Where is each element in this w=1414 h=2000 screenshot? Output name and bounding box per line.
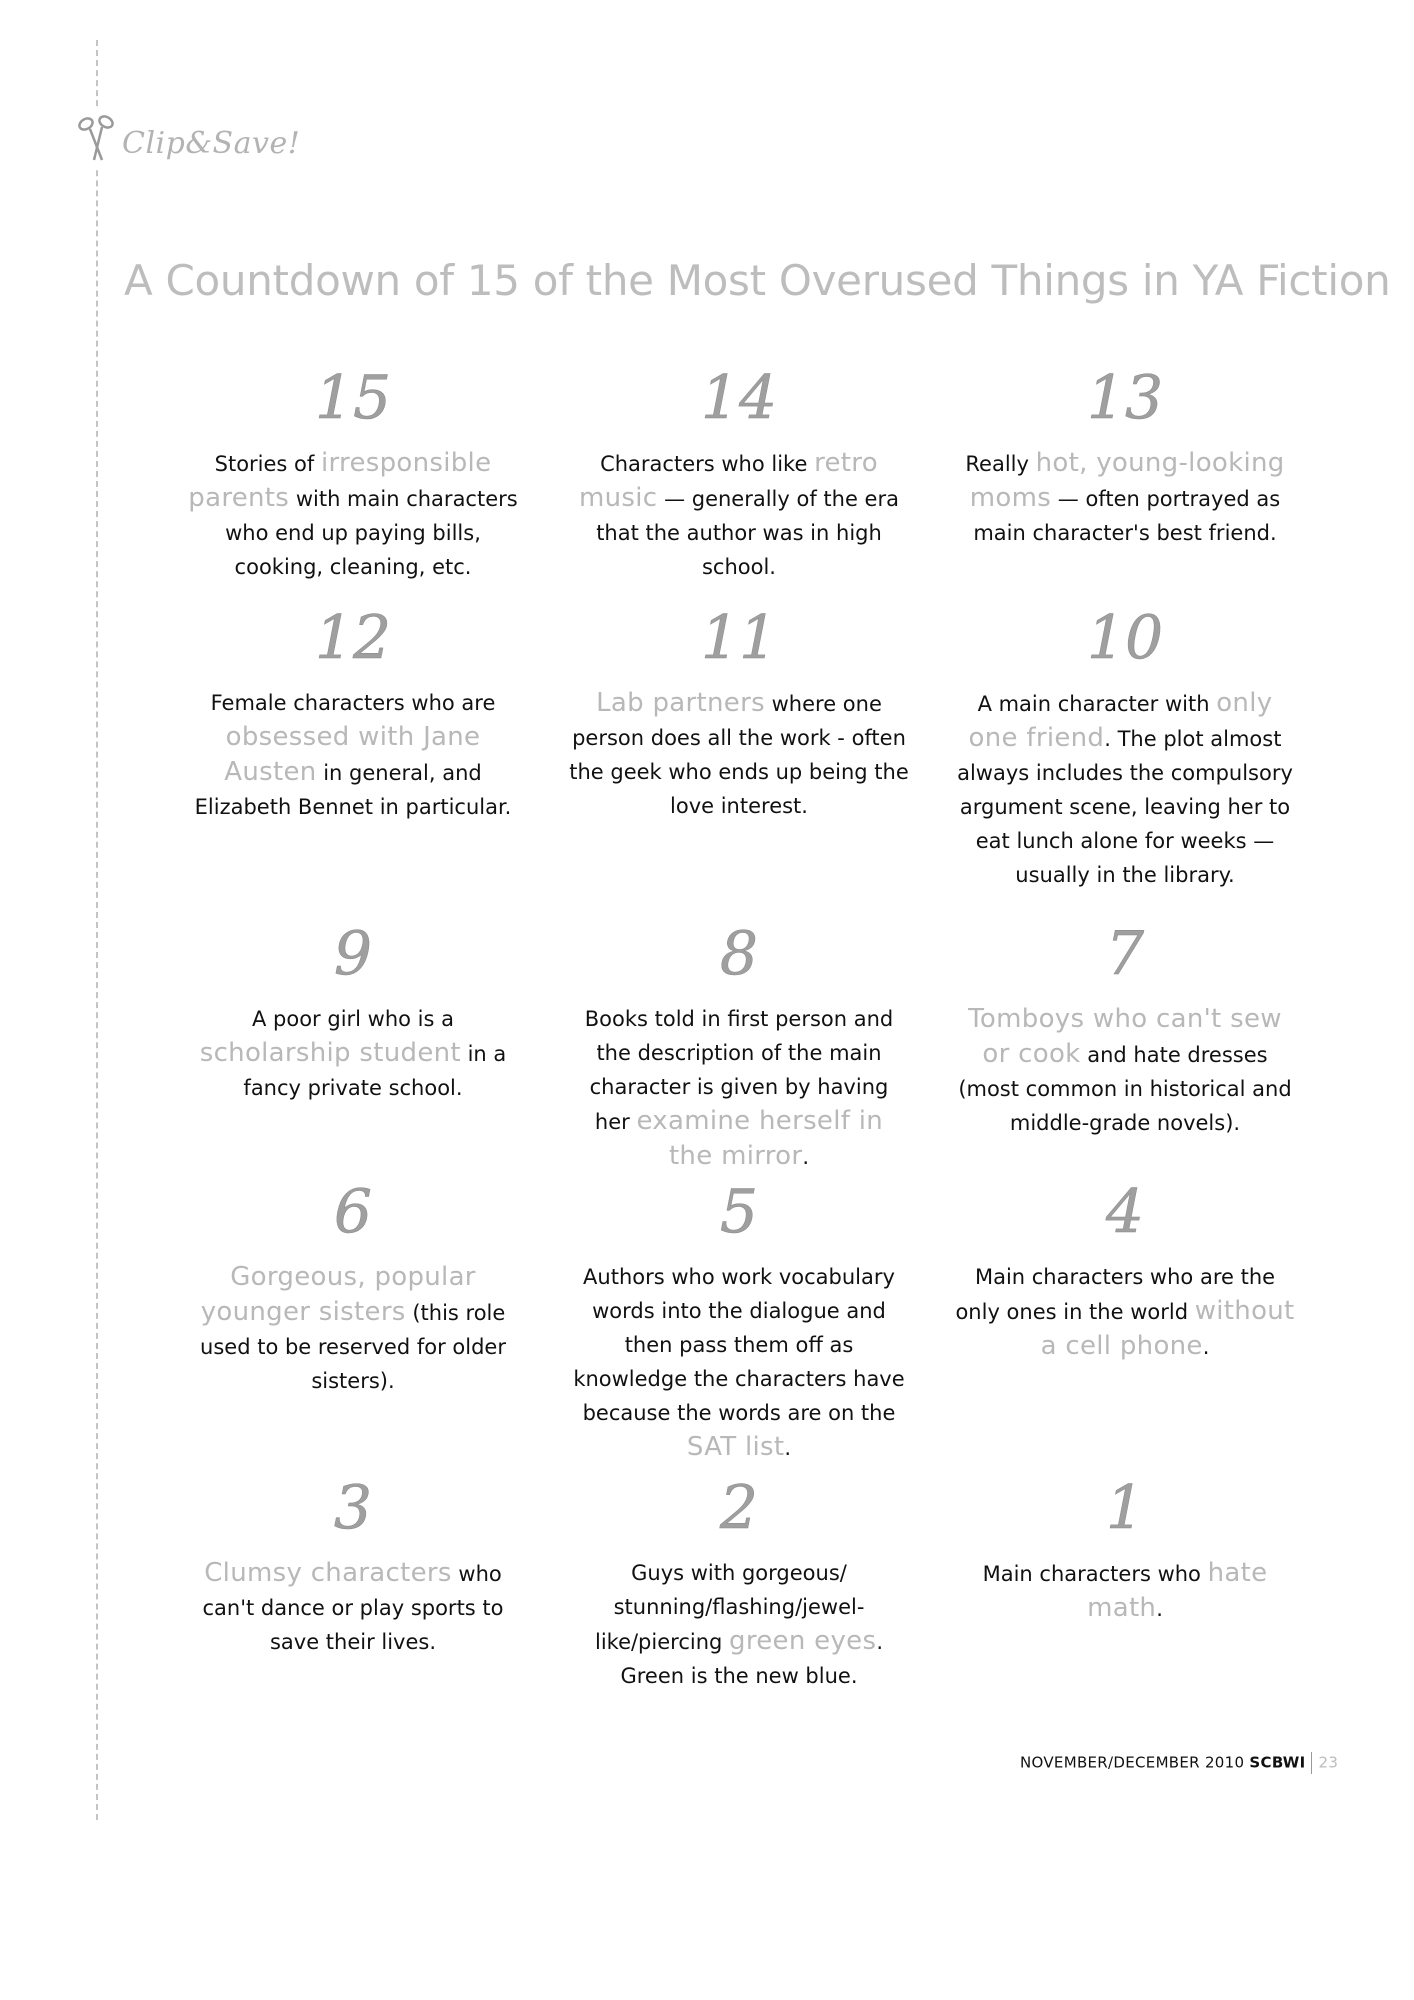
countdown-item — [932, 1176, 1318, 1472]
countdown-item — [546, 362, 932, 602]
item-number: 6 — [333, 1177, 373, 1247]
item-highlight: Lab partners — [596, 688, 765, 718]
countdown-item — [546, 1176, 932, 1472]
item-text-after: — generally of the era that the author was in high school. — [596, 487, 899, 579]
issue-date: NOVEMBER/DECEMBER 2010 — [1020, 1753, 1245, 1772]
item-highlight: Tomboys who can't sew or cook — [968, 1004, 1282, 1069]
item-number: 14 — [700, 363, 778, 433]
countdown-item — [160, 1472, 546, 1712]
item-description — [955, 1260, 1295, 1364]
item-text-after: . — [1156, 1597, 1163, 1621]
item-description — [569, 1002, 909, 1174]
scissors-icon — [68, 108, 128, 168]
item-description — [183, 686, 523, 824]
item-description — [955, 446, 1295, 550]
item-text-after: . The plot almost always includes the compulsory argument scene, leaving her to eat lunch alone for weeks — usually in the library. — [957, 727, 1293, 887]
item-text-before: Main characters who — [982, 1562, 1208, 1586]
item-text-before: Really — [965, 452, 1036, 476]
item-text-before: A main character with — [977, 692, 1217, 716]
item-highlight: only one friend — [968, 688, 1273, 753]
item-number: 11 — [700, 603, 778, 673]
item-number: 3 — [333, 1473, 373, 1543]
item-highlight: Gorgeous, popular younger sisters — [200, 1262, 476, 1327]
cut-line — [96, 40, 98, 1820]
item-text-before: A poor girl who is a — [251, 1007, 454, 1031]
countdown-item — [546, 918, 932, 1176]
item-number: 2 — [719, 1473, 759, 1543]
item-number: 12 — [314, 603, 392, 673]
item-text-after: where one person does all the work - often the geek who ends up being the love interest. — [569, 692, 909, 818]
page-title: A Countdown of 15 of the Most Overused Things in YA Fiction — [124, 256, 1391, 305]
item-number: 4 — [1105, 1177, 1145, 1247]
countdown-item — [160, 602, 546, 918]
item-text-after: . — [1202, 1335, 1210, 1359]
item-description — [183, 1260, 523, 1398]
item-highlight: obsessed with Jane Austen — [224, 722, 481, 787]
page-footer — [1020, 1752, 1338, 1774]
item-text-before: Stories of — [214, 452, 321, 476]
item-text-after: (this role used to be reserved for older sisters). — [200, 1301, 506, 1393]
item-text-after: . — [802, 1145, 810, 1169]
item-highlight: Clumsy characters — [204, 1558, 452, 1588]
item-number: 8 — [719, 919, 759, 989]
countdown-item — [932, 602, 1318, 918]
item-description — [183, 446, 523, 584]
countdown-item — [546, 602, 932, 918]
item-description — [569, 446, 909, 584]
item-text-after: . Green is the new blue. — [620, 1630, 883, 1688]
item-description — [183, 1002, 523, 1105]
page-number: 23 — [1318, 1753, 1339, 1772]
item-highlight: without a cell phone — [1040, 1296, 1295, 1361]
item-text-after: with main characters who end up paying bills, cooking, cleaning, etc. — [225, 487, 518, 579]
countdown-item — [160, 362, 546, 602]
countdown-item — [932, 1472, 1318, 1712]
item-description — [569, 1556, 909, 1693]
item-highlight: scholarship student — [199, 1038, 461, 1068]
item-highlight: SAT list — [686, 1432, 785, 1462]
item-text-before: Books told in first person and the description of the main character is given by having her — [584, 1007, 894, 1134]
item-highlight: hate math — [1087, 1558, 1268, 1623]
countdown-item — [160, 1176, 546, 1472]
item-number: 5 — [719, 1177, 759, 1247]
item-text-after: and hate dresses (most common in historical and middle-grade novels). — [958, 1043, 1292, 1135]
item-number: 1 — [1105, 1473, 1145, 1543]
item-number: 7 — [1105, 919, 1145, 989]
item-text-before: Female characters who are — [210, 691, 496, 715]
item-description — [955, 686, 1295, 892]
item-text-before: Characters who like — [600, 452, 815, 476]
item-text-before: Authors who work vocabulary words into the dialogue and then pass them off as knowledge the characters have because the words are on the — [573, 1265, 905, 1425]
countdown-grid — [160, 362, 1320, 1712]
item-highlight: examine herself in the mirror — [636, 1106, 884, 1171]
item-number: 15 — [314, 363, 392, 433]
item-description — [955, 1002, 1295, 1140]
item-description — [569, 686, 909, 823]
item-text-after: in general, and Elizabeth Bennet in particular. — [194, 761, 512, 819]
item-number: 13 — [1086, 363, 1164, 433]
item-text-after: . — [784, 1436, 792, 1460]
item-highlight: hot, young-looking moms — [969, 448, 1285, 513]
countdown-item — [546, 1472, 932, 1712]
item-text-after: who can't dance or play sports to save their lives. — [202, 1562, 504, 1654]
countdown-item — [160, 918, 546, 1176]
item-text-after: in a fancy private school. — [243, 1042, 507, 1100]
item-text-after: — often portrayed as main character's best friend. — [973, 487, 1281, 545]
item-text-before: Main characters who are the only ones in the world — [955, 1265, 1276, 1324]
item-number: 10 — [1086, 603, 1164, 673]
countdown-item — [932, 362, 1318, 602]
countdown-item — [932, 918, 1318, 1176]
item-description — [569, 1260, 909, 1465]
brand-name: SCBWI — [1249, 1753, 1306, 1772]
item-number: 9 — [333, 919, 373, 989]
item-description — [183, 1556, 523, 1659]
item-highlight: irresponsible parents — [188, 448, 492, 513]
item-highlight: retro music — [579, 448, 878, 513]
footer-divider — [1311, 1752, 1312, 1774]
item-text-before: Guys with gorgeous/ stunning/flashing/jewel-like/piercing — [594, 1561, 865, 1654]
item-highlight: green eyes — [729, 1626, 877, 1656]
item-description — [955, 1556, 1295, 1626]
clip-save-label: Clip&Save! — [122, 126, 301, 161]
